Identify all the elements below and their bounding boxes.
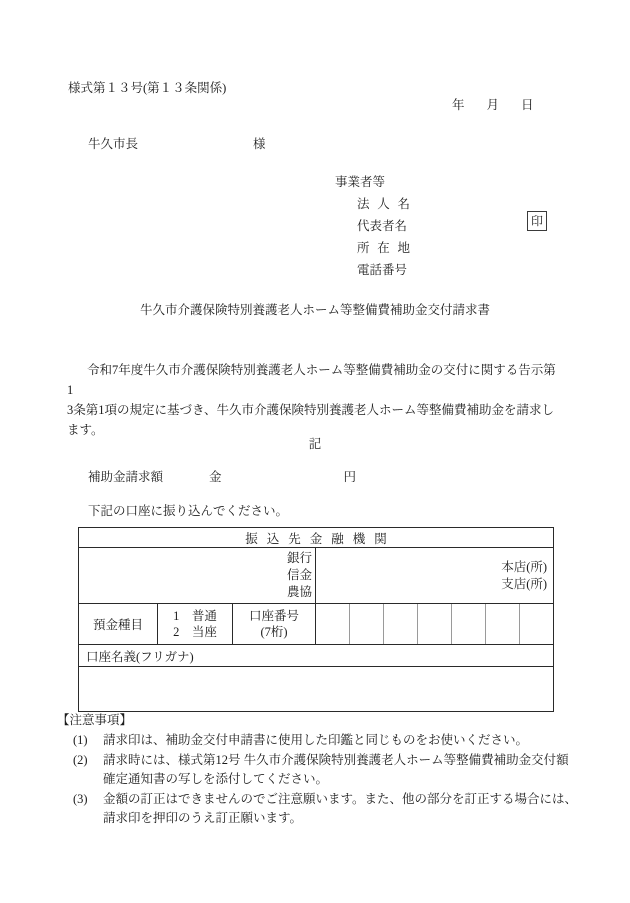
note-number: (1): [73, 733, 88, 747]
seal-box: [527, 211, 547, 231]
bank-type-option: 農協: [286, 585, 312, 599]
corp-name-label-row: [335, 193, 410, 215]
body-paragraph: [67, 360, 559, 440]
account-number-label-cell: [233, 604, 316, 645]
rep-name-label: 代表者名: [357, 219, 408, 233]
amount-line: [88, 469, 356, 485]
note-item: [73, 731, 577, 751]
account-digit-cell: [384, 604, 418, 645]
body-line: 3条第1項の規定に基づき、牛久市介護保険特別養護老人ホーム等整備費補助金を請求し: [67, 403, 555, 417]
amount-currency-label: 金: [209, 470, 222, 484]
addressee-name: 牛久市長: [88, 137, 139, 151]
branch-type-cell: [316, 548, 554, 604]
account-holder-blank-cell: [79, 667, 554, 712]
address-label-row: [335, 237, 410, 259]
amount-unit-label: 円: [343, 470, 357, 484]
body-line: ます。: [67, 423, 104, 437]
deposit-type-options-cell: [158, 604, 233, 645]
note-text: [103, 731, 528, 751]
bank-table-header: 振込先金融機関: [79, 528, 554, 548]
bank-type-option: 銀行: [286, 551, 312, 565]
account-digit-cell: [452, 604, 486, 645]
seal-mark: 印: [530, 214, 543, 228]
date-year-label: 年: [452, 98, 465, 112]
note-item: [73, 790, 577, 829]
bank-transfer-table: [78, 527, 554, 712]
note-item: [73, 751, 577, 790]
document-title: 牛久市介護保険特別養護老人ホーム等整備費補助金交付請求書: [139, 303, 490, 317]
deposit-type-label-cell: 預金種目: [79, 604, 158, 645]
account-digit-cell: [350, 604, 384, 645]
date-day-label: 日: [521, 98, 534, 112]
corp-name-label: 法人名: [357, 197, 410, 211]
amount-label: 補助金請求額: [88, 470, 164, 484]
branch-type-option: 本店(所): [501, 559, 548, 574]
applicant-heading: 事業者等: [335, 175, 386, 189]
notes-list: [73, 731, 577, 829]
bank-type-cell: [79, 548, 316, 604]
note-line: 金額の訂正はできませんのでご注意願います。また、他の部分を訂正する場合には、: [103, 791, 578, 806]
transfer-instruction: 下記の口座に振り込んでください。: [88, 504, 289, 518]
note-text: [103, 751, 569, 790]
deposit-option: 2 当座: [173, 625, 217, 639]
note-line: 請求印を押印のうえ訂正願います。: [103, 811, 303, 825]
address-label: 所在地: [357, 241, 410, 255]
phone-label-row: [335, 259, 410, 281]
body-line: 令和7年度牛久市介護保険特別養護老人ホーム等整備費補助金の交付に関する告示第1: [67, 363, 556, 397]
ki-heading: 記: [308, 437, 322, 451]
rep-name-label-row: [335, 215, 410, 237]
account-digit-cell: [316, 604, 350, 645]
account-digit-cell: [418, 604, 452, 645]
note-number: (2): [73, 752, 88, 767]
date-month-label: 月: [486, 98, 500, 112]
account-digit-cell: [520, 604, 554, 645]
addressee-line: [88, 136, 266, 152]
notes-heading: 【注意事項】: [57, 713, 133, 727]
account-holder-label-cell: 口座名義(フリガナ): [79, 645, 554, 667]
account-number-digits-note: (7桁): [260, 625, 288, 639]
note-text: [103, 790, 577, 829]
note-line: 確定通知書の写しを添付してください。: [103, 772, 329, 786]
branch-type-option: 支店(所): [501, 576, 548, 591]
note-line: 請求時には、様式第12号 牛久市介護保険特別養護老人ホーム等整備費補助金交付額: [103, 752, 569, 767]
account-digit-cell: [486, 604, 520, 645]
note-line: 請求印は、補助金交付申請書に使用した印鑑と同じものをお使いください。: [103, 733, 529, 747]
account-number-label: 口座番号: [248, 609, 299, 623]
phone-label: 電話番号: [357, 263, 408, 277]
note-number: (3): [73, 791, 88, 806]
applicant-block: [335, 171, 410, 281]
addressee-honorific: 様: [253, 137, 266, 151]
date-line: [452, 97, 534, 113]
deposit-option: 1 普通: [173, 609, 217, 623]
bank-type-option: 信金: [286, 568, 312, 582]
form-number: 様式第１３号(第１３条関係): [68, 81, 227, 95]
